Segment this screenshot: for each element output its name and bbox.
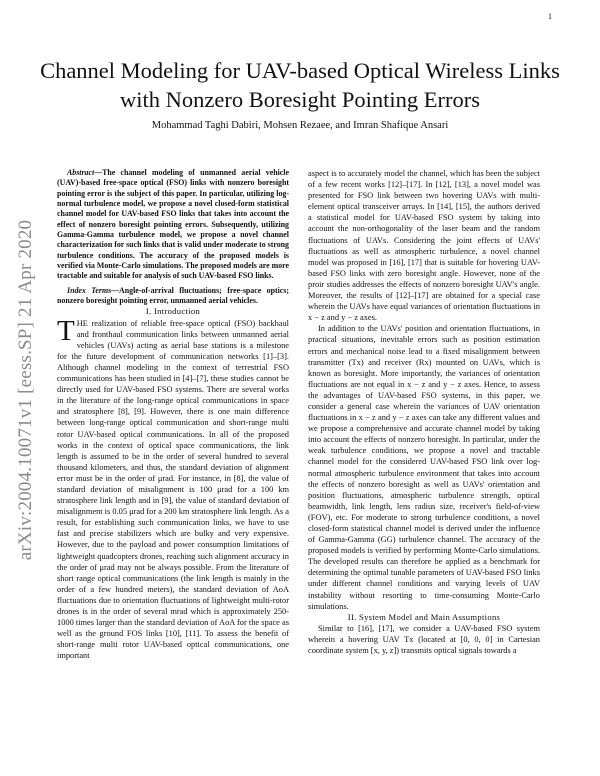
section-heading-introduction: I. Introduction — [145, 306, 201, 317]
right-column — [308, 168, 540, 656]
intro-text: HE realization of reliable free-space optical (FSO) backhaul and fronthaul communication links between unmanned aerial vehicles (UAVs) acting as aerial base stations is a milestone for the future development of communication networks [1]–[3]. Although channel modeling in the context of terrestrial FSO communications has been studied in [4]–[7], these studies cannot be directly used for UAV-based FSO systems. There are several works in the literature of the long-range optical communications in space and stratosphere [8], [9]. However, there is one main difference between long-range optical communication and short-range multi rotor UAV-based optical communications. In all of the proposed works in the context of optical space communications, the link length is assumed to be in the order of several hundred to several thousand kilometers, and thus, the standard deviation of alignment error must be in the order of μrad. For instance, in [8], the value of standard deviation of misalignment is 100 μrad for a 100 km stratosphere link length and in [9], the value of standard deviation of misalignment is 0.05 μrad for a 200 km stratosphere link length. As a result, for establishing such communication links, we have to use fast and precise stabilizers which are bulky and very expensive. However, due to the payload and power consumption limitations of lightweight quadcopters drones, reaching such alignment accuracy in the order of μrad may not be always possible. From the literature of short range optical communications (the link length is mainly in the order of a few hundred meters), the standard deviation of AoA fluctuations due to orientation fluctuations of lightweight multi-rotor drones is in the order of several mrad which is approximately 250-1000 times larger than the standard deviation of AoA for the space as well as the ground FOS links [10], [11]. To assess the benefit of short-range multi rotor UAV-based optical communications, one important — [57, 318, 289, 661]
intro-paragraph — [57, 314, 289, 662]
index-terms-text: —Angle-of-arrival fluctuations; free-space optics; nonzero boresight pointing error, unmanned aerial vehicles. — [57, 285, 289, 306]
arxiv-sidebar — [6, 190, 46, 590]
index-terms — [57, 286, 289, 307]
paragraph-system-model: Similar to [16], [17], we consider a UAV-based FSO system wherein a hovering UAV Tx (located at [0, 0, 0] in Cartesian coordinate system [x, y, z]) transmits optical signals towards a — [308, 623, 540, 656]
abstract-text: —The channel modeling of unmanned aerial vehicle (UAV)-based free-space optical (FSO) links with nonzero boresight pointing error is the subject of this paper. In particular, utilizing log-normal turbulence model, we propose a novel closed-form statistical channel model for UAV-based FSO links that takes into account the effect of nonzero boresight pointing errors. Subsequently, utilizing Gamma-Gamma turbulence model, we propose a novel channel characterization for such links that is valid under moderate to strong turbulence conditions. The accuracy of the proposed models is verified via Monte-Carlo simulations. The proposed models are more tractable and suitable for analysis of such UAV-based FSO links. — [57, 168, 289, 281]
drop-cap: T — [57, 314, 75, 347]
paragraph-continued: aspect is to accurately model the channel, which has been the subject of a few recent works [12]–[17]. In [12], [13], a novel model was presented for FSO link between two hovering UAVs with multi-element optical transceiver arrays. In [14], [15], the authors derived a statistical model for UAV-based FSO system by taking into account the non-orthogonality of the laser beam and the random fluctuations of UAVs. Considering the joint effects of UAVs' fluctuations as well as atmospheric turbulence, a novel channel model was proposed in [16], [17] that is suitable for hovering UAV-based FSO links with zero boresight angle. However, none of the proir studies addresses the effects of nonzero boresight UAV's angle. Moreover, the results of [12]–[17] are obtained for a special case wherein the UAVs have equal variances of orientation fluctuations in x − z and y − z axes. — [308, 169, 540, 323]
index-terms-label: Index Terms — [67, 285, 112, 295]
author-list: Mohammad Taghi Dabiri, Mohsen Rezaee, and Imran Shafique Ansari — [151, 120, 449, 131]
paragraph-boresight: In addition to the UAVs' position and orientation fluctuations, in practical situations, inevitable errors such as position estimation errors and mechanical noise lead to a fixed misalignment between transmitter (Tx) and receiver (Rx) mounted on UAVs, which is known as boresight. More importantly, the variances of orientation fluctuations are not equal in x − z and y − z axes. Hence, to assess the advantages of UAV-based FSO systems, in this paper, we consider a general case wherein the variances of UAV orientation fluctuations in x − z and y − z axes can take any different values and we propose a comprehensive and accurate channel model by taking into account the effects of nonzero boresight. In particular, under the weak turbulence conditions, we propose a novel and tractable channel model for the considered UAV-based FSO link over log-normal atmospheric turbulence environment that takes into account the effects of nonzero boresight as well as UAVs' orientation and position fluctuations, atmospheric turbulence strength, optical beamwidth, link length, lens radius size, receiver's field-of-view (FOV), etc. For moderate to strong turbulence conditions, a novel closed-form statistical channel model is derived under the influence of Gamma-Gamma (GG) turbulence channel. The accuracy of the proposed models is verified by performing Monte-Carlo simulations. The developed results can therefore be applied as a benchmark for determining the optimal tunable parameters of UAV-based FSO links under different channel conditions and varying levels of UAV instability without resorting to time-consuming Monte-Carlo simulations. — [308, 324, 540, 611]
arxiv-stamp: arXiv:2004.10071v1 [eess.SP] 21 Apr 2020 — [15, 219, 36, 561]
left-column — [57, 168, 289, 661]
abstract — [57, 168, 289, 282]
paper-title: Channel Modeling for UAV-based Optical Wireless Links with Nonzero Boresight Pointing Errors — [40, 58, 560, 112]
section-heading-system-model: II. System Model and Main Assumptions — [347, 611, 501, 622]
abstract-label: Abstract — [67, 168, 95, 177]
page-number: 1 — [548, 12, 552, 21]
